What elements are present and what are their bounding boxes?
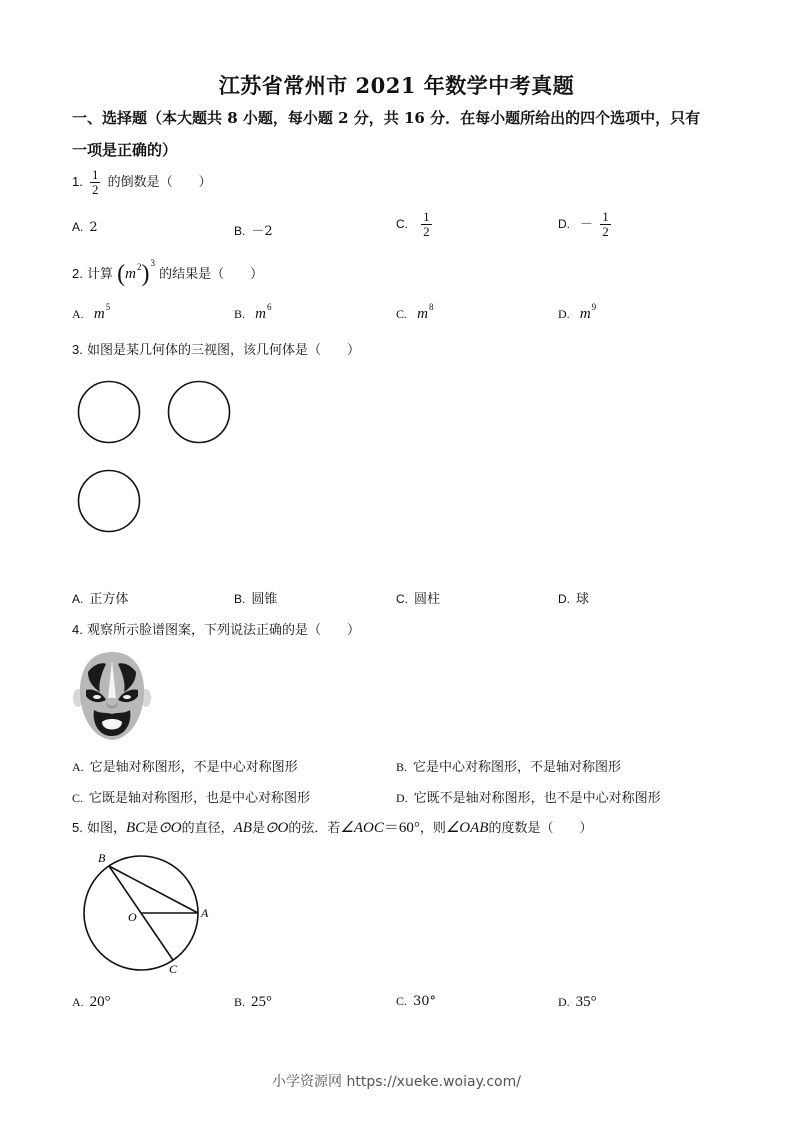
section-header [72, 102, 732, 166]
circle-geometry-figure [76, 848, 226, 980]
option-text: 它是轴对称图形，不是中心对称图形 [89, 760, 298, 775]
segment-ab-line [109, 866, 198, 913]
question-4 [72, 619, 360, 638]
base: m [93, 306, 105, 322]
stem-text: 的直径， [181, 821, 234, 836]
option-label: A. [72, 220, 84, 234]
stem-text: 的弦．若 [288, 821, 341, 836]
option-text: 球 [576, 592, 590, 607]
question-number: 3. [72, 342, 83, 357]
stem-text: ，则 [419, 821, 446, 836]
numerator: 1 [602, 209, 609, 224]
question-3 [72, 339, 360, 358]
option-label: D. [558, 592, 570, 606]
point-label-a: A [201, 906, 209, 920]
option-label: C. [396, 217, 408, 231]
question-2 [72, 258, 263, 288]
option-text: －2 [251, 224, 273, 239]
numerator: 1 [423, 209, 430, 224]
option-text: 35° [575, 994, 597, 1010]
minus-sign: － [580, 217, 594, 232]
question-number: 4. [72, 622, 83, 637]
stem-text: 的度数是（ ） [488, 821, 593, 836]
option-text: 圆柱 [414, 592, 441, 607]
q3-option-d[interactable] [558, 588, 589, 607]
q5-option-d[interactable] [558, 994, 597, 1011]
outer-exponent: 3 [150, 258, 155, 268]
stem-text: 如图， [86, 821, 126, 836]
option-label: A. [72, 592, 84, 606]
question-stem: 的倒数是（ ） [107, 175, 212, 190]
denominator: 2 [423, 224, 430, 239]
circle-o: ⊙O [158, 820, 182, 836]
denominator: 2 [91, 182, 99, 197]
exponent: 9 [591, 302, 597, 312]
option-text: 30° [413, 994, 437, 1009]
question-5 [72, 816, 592, 837]
q3-option-b[interactable] [234, 588, 277, 607]
segment-bc: BC [126, 820, 146, 836]
question-stem: 如图是某几何体的三视图，该几何体是（ ） [86, 343, 360, 358]
option-text: 它既不是轴对称图形，也不是中心对称图形 [413, 791, 661, 806]
option-label: D. [558, 995, 570, 1009]
q4-option-c[interactable] [72, 787, 310, 806]
section-header-line1: 一、选择题（本大题共 8 小题，每小题 2 分，共 16 分．在每小题所给出的四个选项中，只有 [72, 109, 701, 127]
exponent: 6 [267, 302, 272, 312]
option-label: B. [396, 760, 408, 774]
base: m [579, 306, 591, 322]
q1-option-c[interactable] [396, 210, 435, 239]
exponent: 8 [429, 302, 434, 312]
circle-o: ⊙O [264, 820, 289, 836]
option-text: 圆锥 [251, 592, 278, 607]
option-label: C. [396, 592, 408, 606]
option-label: A. [72, 995, 84, 1009]
option-label: C. [72, 791, 84, 805]
angle-value: ＝60° [383, 820, 420, 836]
option-label: C. [396, 994, 408, 1008]
q4-option-d[interactable] [396, 787, 661, 806]
fraction [600, 210, 611, 239]
fraction [421, 210, 432, 239]
option-label: B. [234, 592, 246, 606]
angle-aoc: ∠AOC [340, 820, 384, 836]
question-number: 1. [72, 174, 83, 189]
exponent: 5 [105, 302, 111, 312]
q4-option-b[interactable] [396, 756, 621, 775]
question-stem: 的结果是（ ） [159, 267, 264, 282]
point-label-b: B [98, 851, 106, 865]
option-label: B. [234, 995, 246, 1009]
q2-option-d[interactable] [558, 302, 596, 323]
angle-oab: ∠OAB [445, 820, 489, 836]
option-label: B. [234, 307, 246, 321]
three-view-figure [70, 375, 240, 540]
question-stem: 观察所示脸谱图案，下列说法正确的是（ ） [86, 623, 360, 638]
option-label: D. [558, 307, 570, 321]
right-paren: ) [141, 261, 150, 287]
option-text: 20° [89, 994, 111, 1010]
option-label: D. [558, 217, 570, 231]
base: m [125, 266, 136, 282]
q5-option-a[interactable] [72, 994, 111, 1011]
option-label: D. [396, 791, 408, 805]
stem-text: 是 [251, 821, 265, 836]
q5-option-c[interactable] [396, 994, 436, 1009]
option-text: 25° [251, 994, 273, 1010]
option-text: 2 [89, 220, 98, 235]
option-text: 它是中心对称图形，不是轴对称图形 [413, 760, 622, 775]
stem-text: 是 [145, 821, 159, 836]
q1-option-a[interactable] [72, 220, 98, 235]
opera-mask-figure [72, 650, 152, 742]
power-expression [117, 258, 159, 287]
inner-exponent: 2 [136, 262, 142, 272]
q3-option-c[interactable] [396, 588, 440, 607]
q1-option-d[interactable] [558, 210, 614, 239]
segment-ab: AB [233, 820, 252, 836]
q1-option-b[interactable] [234, 220, 273, 239]
footer-watermark: 小学资源网 https://xueke.woiay.com/ [272, 1074, 521, 1090]
question-number: 2. [72, 266, 83, 281]
fraction [90, 168, 101, 197]
q2-option-c[interactable] [396, 302, 434, 323]
left-paren: ( [117, 261, 126, 287]
front-view-circle [79, 382, 140, 443]
q5-option-b[interactable] [234, 994, 272, 1011]
numerator: 1 [91, 167, 99, 182]
point-label-o: O [128, 910, 137, 924]
q2-option-b[interactable] [234, 302, 272, 323]
question-number: 5. [72, 820, 83, 835]
option-label: B. [234, 224, 246, 238]
top-view-circle [79, 471, 140, 532]
question-stem-prefix: 计算 [86, 267, 113, 282]
q4-option-a[interactable] [72, 756, 298, 775]
base: m [417, 306, 428, 322]
q3-option-a[interactable] [72, 588, 128, 607]
option-text: 它既是轴对称图形，也是中心对称图形 [89, 791, 311, 806]
section-header-line2: 一项是正确的） [72, 141, 178, 159]
point-label-c: C [169, 962, 178, 976]
side-view-circle [169, 382, 230, 443]
question-1 [72, 168, 212, 197]
q2-option-a[interactable] [72, 302, 110, 323]
option-label: A. [72, 307, 84, 321]
option-label: C. [396, 307, 408, 321]
base: m [255, 306, 266, 322]
denominator: 2 [602, 224, 609, 239]
option-label: A. [72, 760, 84, 774]
option-text: 正方体 [89, 592, 129, 607]
page-title: 江苏省常州市 2021 年数学中考真题 [218, 73, 575, 98]
